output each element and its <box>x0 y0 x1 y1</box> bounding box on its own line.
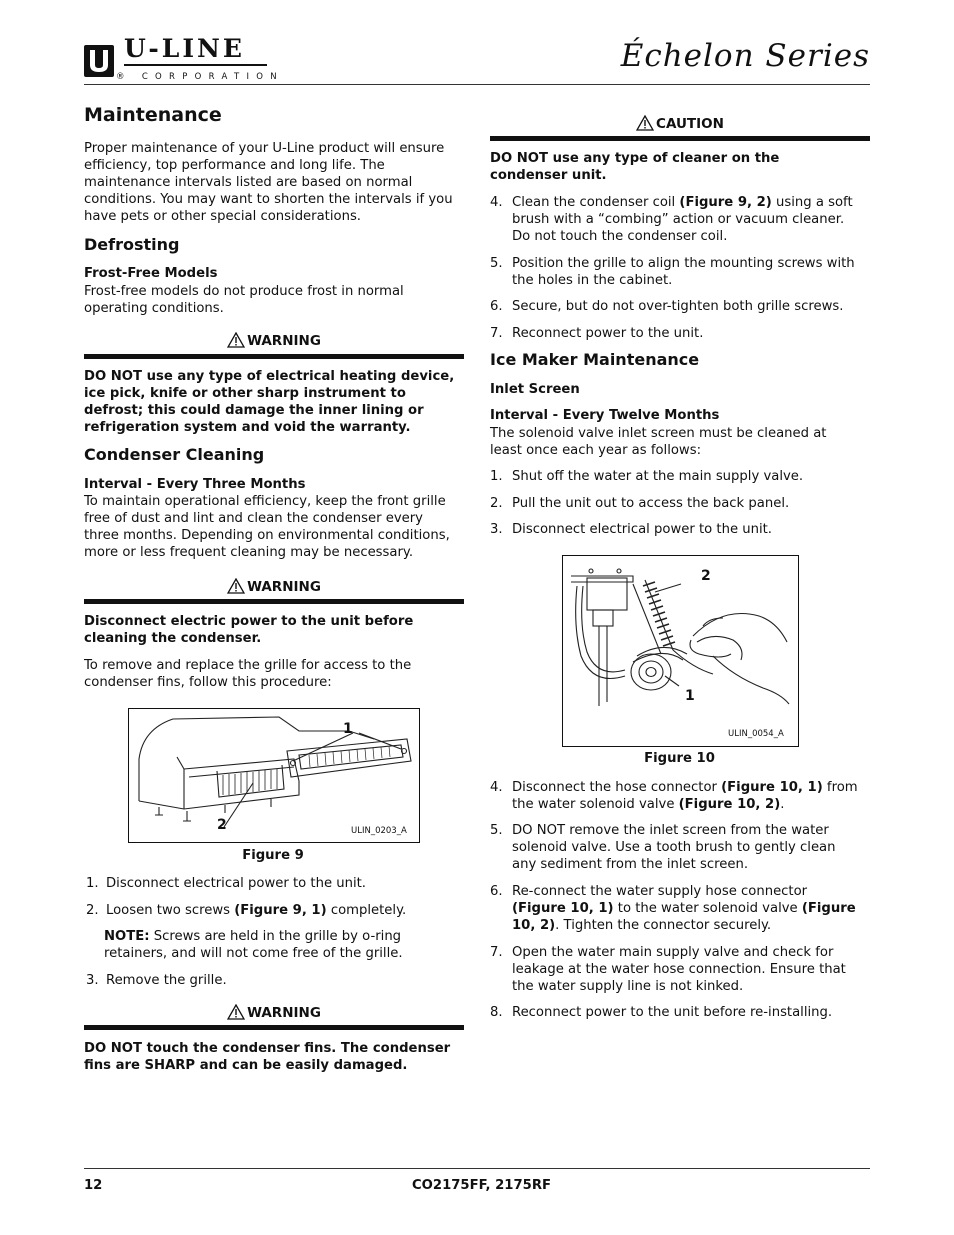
warning-icon <box>227 1004 245 1020</box>
inlet-paragraph: The solenoid valve inlet screen must be cleaned at least once each year as follows: <box>490 426 827 458</box>
figure-9-callout-1: 1 <box>343 721 353 737</box>
figure-9-callout-2: 2 <box>217 817 227 833</box>
intro-paragraph: Proper maintenance of your U-Line product will ensure efficiency, top performance and long life. The maintenance intervals listed are based on normal conditions. You may want to shorten the intervals if you have pets or other special considerations. <box>84 141 453 224</box>
page-number: 12 <box>84 1178 103 1193</box>
figure-10-callout-1: 1 <box>685 688 695 704</box>
grille-paragraph: To remove and replace the grille for access to the condenser fins, follow this procedure: <box>84 658 412 690</box>
uline-logo-mark <box>84 45 114 77</box>
frost-free-heading: Frost-Free Models <box>84 266 218 281</box>
footer-models: CO2175FF, 2175RF <box>412 1178 551 1193</box>
footer-rule <box>84 1168 870 1169</box>
caution-rule <box>490 136 870 141</box>
figure-10-caption: Figure 10 <box>644 751 715 766</box>
warning-2-text: Disconnect electric power to the unit before cleaning the condenser. <box>84 614 414 646</box>
warning-1-label: WARNING <box>84 332 464 350</box>
warning-1-rule <box>84 354 464 359</box>
defrosting-heading: Defrosting <box>84 235 180 254</box>
warning-3-text: DO NOT touch the condenser fins. The condenser fins are SHARP and can be easily damaged. <box>84 1041 451 1073</box>
page-title: Maintenance <box>84 104 222 126</box>
caution-text: DO NOT use any type of cleaner on the condenser unit. <box>490 151 780 183</box>
warning-2-rule <box>84 599 464 604</box>
warning-1-text: DO NOT use any type of electrical heating device, ice pick, knife or other sharp instrument to defrost; this could damage the inner lining or refrigeration system and void the warranty. <box>84 369 455 435</box>
brand-name: U-LINE <box>124 34 245 63</box>
caution-label: CAUTION <box>490 115 870 133</box>
figure-10-callout-2: 2 <box>701 568 711 584</box>
figure-9 <box>128 708 420 843</box>
interval-three-heading: Interval - Every Three Months <box>84 477 306 492</box>
condenser-heading: Condenser Cleaning <box>84 445 265 464</box>
ice-maker-heading: Ice Maker Maintenance <box>490 350 700 369</box>
frost-free-paragraph: Frost-free models do not produce frost in normal operating conditions. <box>84 284 404 316</box>
warning-icon <box>227 578 245 594</box>
grille-note: NOTE: Screws are held in the grille by o-ring retainers, and will not come free of the grille. <box>104 929 403 961</box>
warning-3-label: WARNING <box>84 1004 464 1022</box>
figure-9-caption: Figure 9 <box>242 848 304 863</box>
warning-icon <box>227 332 245 348</box>
header-rule <box>84 84 870 85</box>
warning-2-label: WARNING <box>84 578 464 596</box>
brand-corporation: ® CORPORATION <box>116 72 284 82</box>
caution-icon <box>636 115 654 131</box>
inlet-screen-heading: Inlet Screen <box>490 382 580 397</box>
warning-3-rule <box>84 1025 464 1030</box>
interval-twelve-heading: Interval - Every Twelve Months <box>490 408 720 423</box>
logo-rule <box>124 64 267 66</box>
figure-10-code: ULIN_0054_A <box>728 729 784 739</box>
condenser-paragraph: To maintain operational efficiency, keep the front grille free of dust and lint and clean the condenser every three months. Depending on environmental conditions, more or less frequent cleaning may be necessary. <box>84 494 450 560</box>
figure-10-illustration <box>563 556 798 746</box>
series-title: Échelon Series <box>620 38 870 74</box>
figure-10 <box>562 555 799 747</box>
figure-9-code: ULIN_0203_A <box>351 826 407 836</box>
